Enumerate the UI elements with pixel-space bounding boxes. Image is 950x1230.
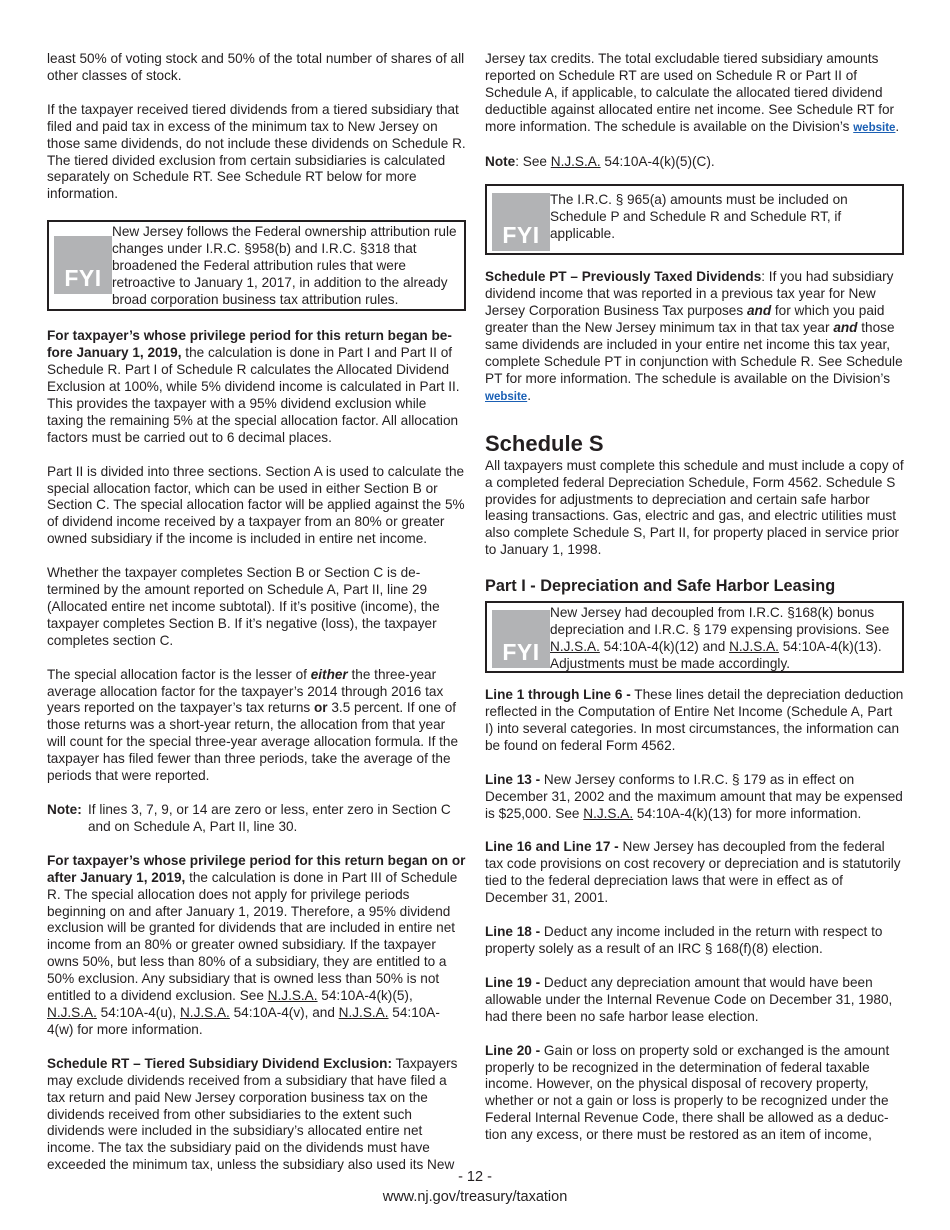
paragraph: Schedule RT – Tiered Subsidiary Dividend Exclusion: Taxpayers may exclude dividends received from a subsidiary that have filed a tax return and paid New Jersey corporation business tax on the dividends received from other subsidiaries to the extent such dividends were included in the subsidiary’s allocated entire net income. The tax the subsidiary paid on the dividends must have exceeded the minimum tax, unless the subsidiary also used its New	[47, 1055, 458, 1173]
note: Note: If lines 3, 7, 9, or 14 are zero or less, enter zero in Section C and on Schedule A, Part II, line 30.	[47, 802, 451, 834]
paragraph: Line 1 through Line 6 - These lines detail the depreciation deduction reflected in the Computation of Entire Net Income (Schedule A, Part I) into several categories. In most circumstances, the information can be found on federal Form 4562.	[485, 687, 904, 753]
paragraph: Whether the taxpayer completes Section B or Section C is determined by the amount reported on Schedule A, Part II, line 29 (Allocated entire net income subtotal). If it’s positive (income), the taxpayer completes Section B. If it’s negative (loss), the taxpayer completes section C.	[47, 565, 440, 648]
section-heading: Schedule S	[485, 430, 604, 456]
paragraph: Line 19 - Deduct any depreciation amount that would have been allowable under the Internal Revenue Code on December 31, 1980, had there been no safe harbor lease election.	[485, 974, 893, 1024]
fyi-box	[485, 184, 904, 255]
fyi-icon: FYI	[54, 236, 112, 294]
paragraph: Line 18 - Deduct any income included in the return with respect to property solely as a result of an IRC § 168(f)(8) election.	[485, 924, 883, 956]
paragraph: Line 16 and Line 17 - New Jersey has decoupled from the federal tax code provisions on cost recovery or depreciation and is statutorily tied to the federal depreciation laws that were in effect as of December 31, 2001.	[485, 839, 901, 906]
paragraph: Line 20 - Gain or loss on property sold or exchanged is the amount properly to be recognized in the determination of federal taxable income. However, on the physical disposal of recovery property, whether or not a gain or loss is properly to be recognized under the Federal Internal Revenue Code, there shall be allowed as a deduction any excess, or there must be restored as an item of income,	[485, 1042, 890, 1143]
fyi-text: New Jersey follows the Federal ownership attribution rule changes under I.R.C. §958(b) and I.R.C. §318 that broadened the Federal attribution rules that were retroactive to January 1, 2017, in addition to the already broad corporation business tax attribution rules.	[112, 224, 457, 307]
paragraph: All taxpayers must complete this schedule and must include a copy of a completed federal Depreciation Schedule, Form 4562. Schedule S provides for adjustments to depreciation and certain safe harbor leasing transactions. Gas, electric and gas, and electric utilities must also complete Schedule S, Part II, for property placed in service prior to January 1, 1998.	[485, 457, 904, 558]
paragraph: least 50% of voting stock and 50% of the total number of shares of all other classes of stock.	[47, 51, 465, 83]
fyi-text: The I.R.C. § 965(a) amounts must be included on Schedule P and Schedule R and Schedule RT, if applicable.	[550, 192, 848, 242]
left-column	[47, 51, 466, 1191]
right-column	[485, 51, 904, 1161]
paragraph: Part II is divided into three sections. Section A is used to calculate the special allocation factor, which can be used in either Section B or Section C. The special allocation factor will be applied against the 5% of dividend income received by a taxpayer from an 80% or greater owned subsidiary if the income is included in entire net income.	[47, 463, 465, 547]
page-number: - 12 -	[458, 1169, 492, 1185]
paragraph: Jersey tax credits. The total excludable tiered subsidiary amounts reported on Schedule RT are used on Schedule R or Part II of Schedule A, if applicable, to calculate the allocated tiered dividend deductible against allocated entire net income. See Schedule RT for more information. The schedule is available on the Division’s website.	[485, 51, 900, 134]
fyi-icon: FYI	[492, 610, 550, 668]
paragraph: If the taxpayer received tiered dividends from a tiered subsidiary that filed and paid tax in excess of the minimum tax to New Jersey on those same dividends, do not include these dividends on Schedule R. The tiered divided exclusion from certain subsidiaries is calculated separately on Schedule RT. See Schedule RT below for more information.	[47, 101, 466, 202]
footer-url: www.nj.gov/treasury/taxation	[382, 1189, 568, 1205]
note: Note: See N.J.S.A. 54:10A-4(k)(5)(C).	[485, 153, 715, 169]
subsection-heading: Part I - Depreciation and Safe Harbor Leasing	[485, 577, 836, 596]
paragraph: The special allocation factor is the lesser of either the three-year average allocation factor for the taxpayer’s 2014 through 2016 tax years reported on the taxpayer’s tax returns or 3.5 percent. If one of those returns was a short-year return, the allocation from that year will count for the special three-year average allocation formula. If the taxpayer has filed fewer than three periods, take the average of the periods that were reported.	[47, 666, 459, 784]
paragraph: For taxpayer’s whose privilege period for this return began before January 1, 2019, the calculation is done in Part I and Part II of Schedule R. Part I of Schedule R calculates the Allocated Dividend Exclusion at 100%, while 5% dividend income is calculated in Part II. This provides the taxpayer with a 95% dividend exclusion while taxing the remaining 5% at the special allocation factor. All allocation factors must be carried out to 6 decimal places.	[47, 328, 460, 445]
paragraph: For taxpayer’s whose privilege period for this return began on or after January 1, 2019, the calculation is done in Part III of Schedule R. The special allocation does not apply for privilege periods beginning on and after January 1, 2019. Therefore, a 95% dividend exclusion will be granted for dividends that are included in entire net income from an 80% or greater owned subsidiary. If the taxpayer owns 50%, but less than 80% of a subsidiary, they are entitled to a 50% exclusion. Any subsidiary that is owned less than 50% is not entitled to a dividend exclusion. See N.J.S.A. 54:10A-4(k)(5), N.J.S.A. 54:10A-4(u), N.J.S.A. 54:10A-4(v), and N.J.S.A. 54:10A-4(w) for more information.	[47, 852, 466, 1037]
paragraph: Schedule PT – Previously Taxed Dividends: If you had subsidiary dividend income that was reported in a previous tax year for New Jersey Corporation Business Tax purposes and for which you paid greater than the New Jersey minimum tax in that tax year and those same dividends are included in your entire net income this tax year, complete Schedule PT in conjunction with Schedule R. See Schedule PT for more information. The schedule is available on the Division’s website.	[485, 269, 903, 403]
fyi-icon: FYI	[492, 193, 550, 251]
website-link[interactable]: website	[485, 390, 528, 403]
fyi-text: New Jersey had decoupled from I.R.C. §168(k) bonus depreciation and I.R.C. § 179 expensing provisions. See N.J.S.A. 54:10A-4(k)(12) and N.J.S.A. 54:10A-4(k)(13). Adjustments must be made accordingly.	[550, 605, 890, 671]
paragraph: Line 13 - New Jersey conforms to I.R.C. § 179 as in effect on December 31, 2002 and the maximum amount that may be expensed is $25,000. See N.J.S.A. 54:10A-4(k)(13) for more information.	[485, 771, 903, 821]
fyi-box	[485, 601, 904, 673]
fyi-box	[47, 220, 466, 311]
website-link[interactable]: website	[853, 121, 896, 134]
